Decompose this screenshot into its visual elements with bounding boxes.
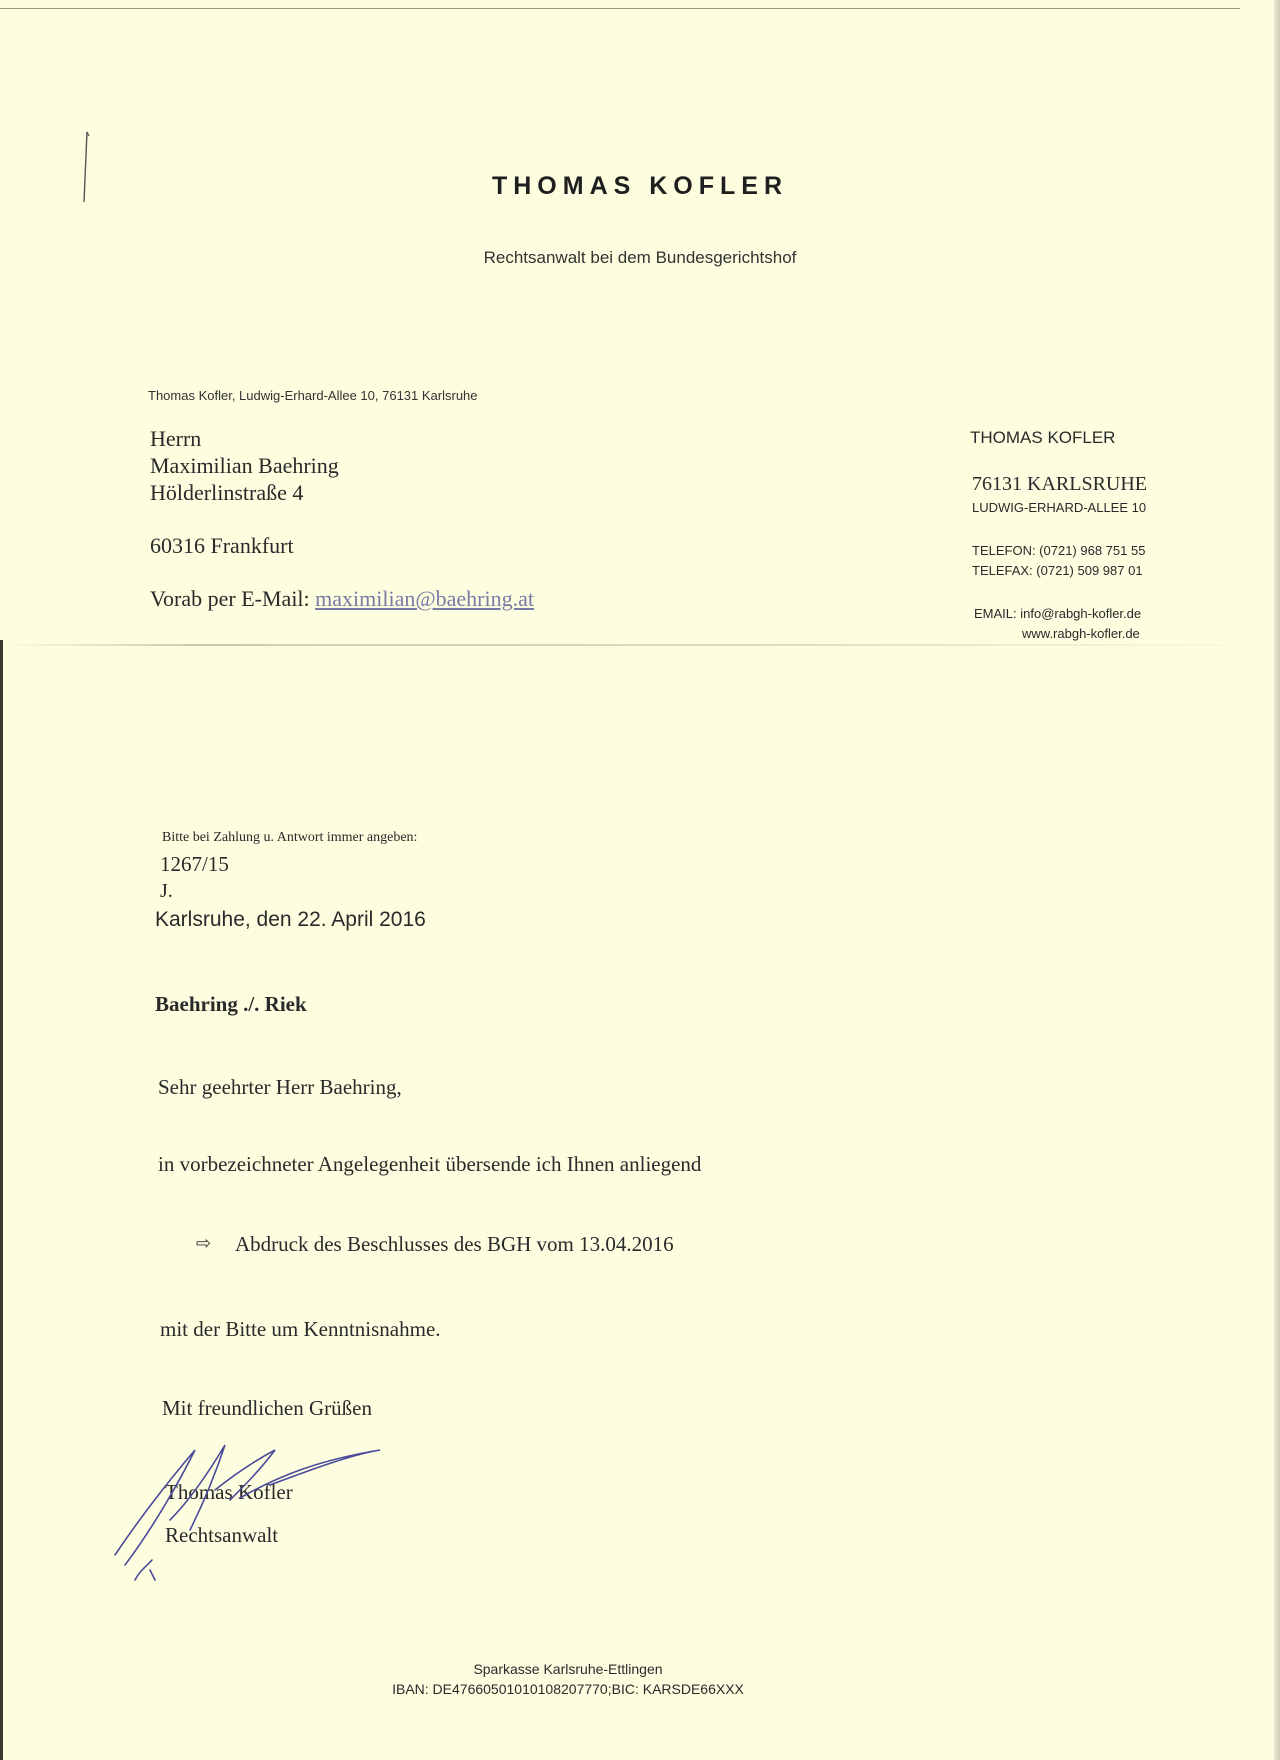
letterhead-title: Rechtsanwalt bei dem Bundesgerichtshof [483,248,797,267]
letterhead-name: THOMAS KOFLER [491,172,789,200]
contact-telefon: TELEFON: (0721) 968 751 55 [972,543,1146,558]
reference-initial: J. [160,880,173,902]
recipient-email-link[interactable]: maximilian@baehring.at [315,586,534,611]
letter-body-line-2: mit der Bitte um Kenntnisnahme. [160,1317,441,1341]
reference-hint: Bitte bei Zahlung u. Antwort immer angeben: [162,830,418,845]
contact-telefax: TELEFAX: (0721) 509 987 01 [972,563,1143,578]
footer-bank: Sparkasse Karlsruhe-Ettlingen [473,1661,663,1677]
signatory-role: Rechtsanwalt [165,1523,279,1547]
letter-salutation: Sehr geehrter Herr Baehring, [158,1075,402,1099]
footer-iban: IBAN: DE47660501010108207770;BIC: KARSDE66XXX [392,1681,744,1697]
paper-fold-line [0,644,1280,646]
scan-top-line [0,8,1240,9]
letter-closing: Mit freundlichen Grüßen [162,1396,372,1420]
contact-email[interactable]: EMAIL: info@rabgh-kofler.de [974,606,1142,621]
contact-city: 76131 KARLSRUHE [972,473,1148,495]
handwritten-signature-icon [110,1430,400,1600]
recipient-name: Maximilian Baehring [150,453,339,478]
contact-website[interactable]: www.rabgh-kofler.de [1022,626,1140,641]
recipient-salutation: Herrn [150,426,202,451]
reference-number: 1267/15 [160,852,229,876]
recipient-email-line [150,586,534,612]
arrow-right-icon: ⇨ [196,1233,212,1253]
letter-subject: Baehring ./. Riek [155,992,307,1016]
recipient-address [150,425,339,506]
contact-name: THOMAS KOFLER [970,428,1116,447]
email-prefix: Vorab per E-Mail: [150,586,310,611]
recipient-city: 60316 Frankfurt [150,533,294,558]
recipient-street: Hölderlinstraße 4 [150,480,304,505]
letter-body-line-1: in vorbezeichneter Angelegenheit übersende ich Ihnen anliegend [158,1152,702,1176]
signatory-name: Thomas Kofler [165,1480,293,1504]
contact-street: LUDWIG-ERHARD-ALLEE 10 [972,500,1147,515]
enclosure-item: Abdruck des Beschlusses des BGH vom 13.04.2016 [235,1232,674,1256]
sender-return-line: Thomas Kofler, Ludwig-Erhard-Allee 10, 76131 Karlsruhe [148,388,478,403]
scan-edge-left [0,640,3,1760]
letter-date: Karlsruhe, den 22. April 2016 [155,908,426,931]
